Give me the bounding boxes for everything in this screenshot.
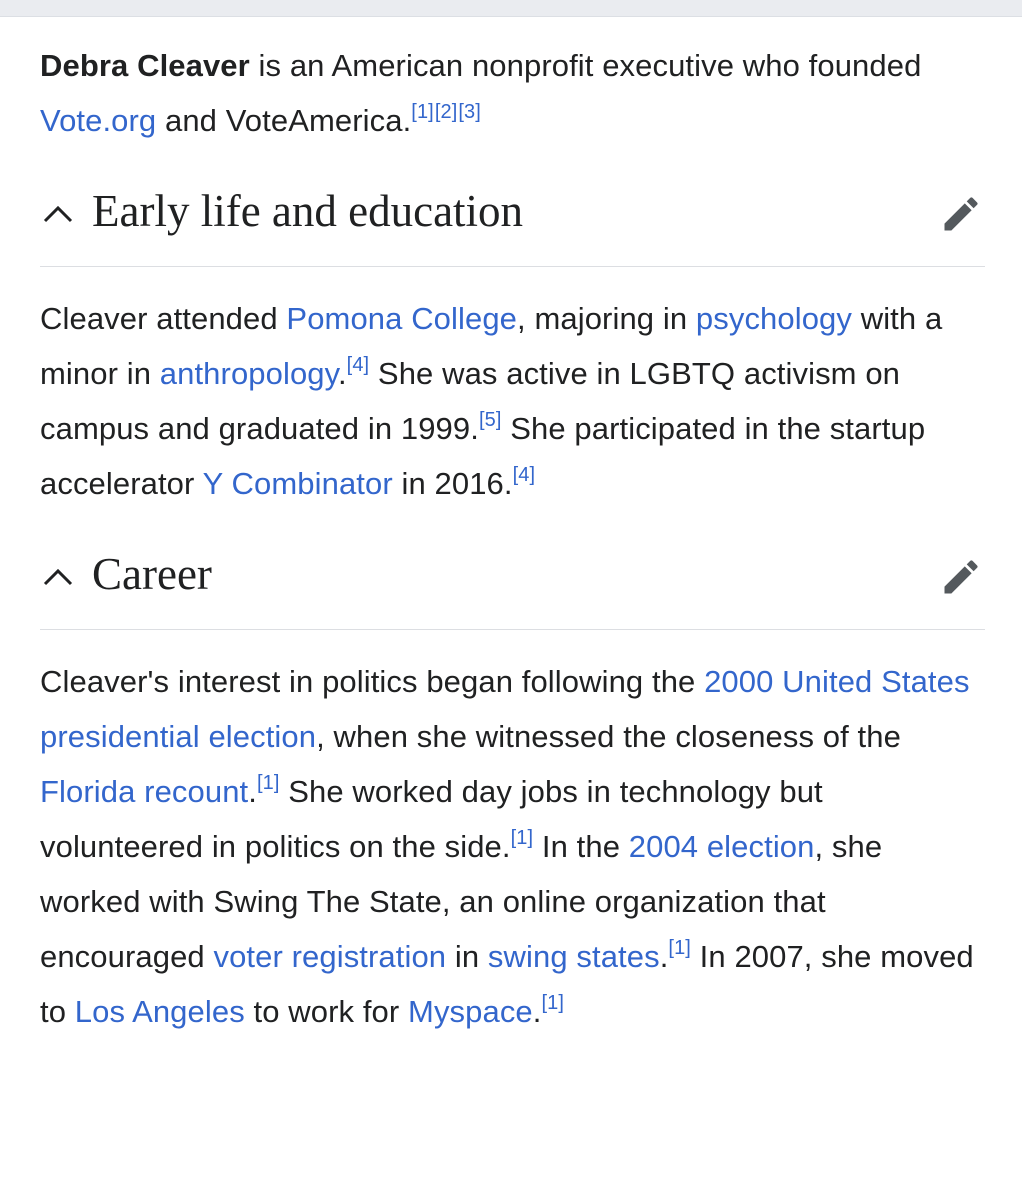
body-text: with a minor in — [40, 301, 943, 391]
link-myspace[interactable]: Myspace — [408, 994, 533, 1029]
top-toolbar-edge — [0, 0, 1022, 17]
link-los-angeles[interactable]: Los Angeles — [74, 994, 245, 1029]
body-text: . — [659, 939, 669, 974]
link-swing-states[interactable]: swing states — [487, 939, 660, 974]
link-anthropology[interactable]: anthropology — [159, 356, 338, 391]
reference-link[interactable]: [5] — [478, 409, 502, 431]
body-text: , majoring in — [517, 301, 696, 336]
article-subject: Debra Cleaver — [40, 48, 250, 83]
intro-paragraph — [40, 38, 985, 148]
body-text: . — [532, 994, 542, 1029]
link-2000-election[interactable]: 2000 United States presidential election — [40, 664, 970, 754]
chevron-up-icon[interactable] — [42, 204, 74, 224]
link-y-combinator[interactable]: Y Combinator — [202, 466, 393, 501]
career-paragraph — [40, 654, 985, 1039]
reference-link[interactable]: [1] — [411, 101, 434, 123]
body-text: In 2007, she moved to — [40, 939, 974, 1029]
reference-link[interactable]: [1] — [510, 827, 534, 849]
reference-link[interactable]: [4] — [512, 464, 536, 486]
body-text: to work for — [244, 994, 409, 1029]
pencil-icon[interactable] — [939, 192, 983, 236]
body-text: in 2016. — [392, 466, 513, 501]
link-2004-election[interactable]: 2004 election — [628, 829, 815, 864]
article-content — [40, 38, 985, 1039]
section-header-career[interactable] — [40, 537, 985, 630]
reference-link[interactable]: [1] — [541, 992, 565, 1014]
body-text: . — [337, 356, 347, 391]
link-pomona-college[interactable]: Pomona College — [286, 301, 518, 336]
body-text: Cleaver attended — [40, 301, 287, 336]
pencil-icon[interactable] — [939, 555, 983, 599]
body-text: , when she witnessed the closeness of the — [316, 719, 901, 754]
body-text: Cleaver's interest in politics began following the — [40, 664, 705, 699]
section-header-early-life[interactable] — [40, 174, 985, 267]
body-text: She worked day jobs in technology but volunteered in politics on the side. — [40, 774, 823, 864]
early-life-paragraph — [40, 291, 985, 511]
link-vote-org[interactable]: Vote.org — [40, 103, 157, 138]
body-text: . — [248, 774, 257, 809]
chevron-up-icon[interactable] — [42, 567, 74, 587]
reference-link[interactable]: [2] — [434, 101, 458, 123]
reference-link[interactable]: [1] — [257, 772, 280, 794]
intro-text: and VoteAmerica. — [156, 103, 412, 138]
body-text: She participated in the startup accelerator — [40, 411, 926, 501]
reference-link[interactable]: [1] — [668, 937, 691, 959]
body-text: in — [446, 939, 488, 974]
body-text: She was active in LGBTQ activism on campus and graduated in 1999. — [40, 356, 900, 446]
section-title: Early life and education — [92, 186, 524, 236]
reference-group — [411, 101, 482, 123]
link-psychology[interactable]: psychology — [695, 301, 852, 336]
section-title: Career — [92, 549, 212, 599]
body-text: In the — [533, 829, 629, 864]
reference-link[interactable]: [4] — [346, 354, 370, 376]
intro-text: is an American nonprofit executive who founded — [249, 48, 922, 83]
reference-link[interactable]: [3] — [458, 101, 481, 123]
link-florida-recount[interactable]: Florida recount — [40, 774, 249, 809]
link-voter-registration[interactable]: voter registration — [213, 939, 447, 974]
body-text: , she worked with Swing The State, an online organization that encouraged — [40, 829, 883, 974]
